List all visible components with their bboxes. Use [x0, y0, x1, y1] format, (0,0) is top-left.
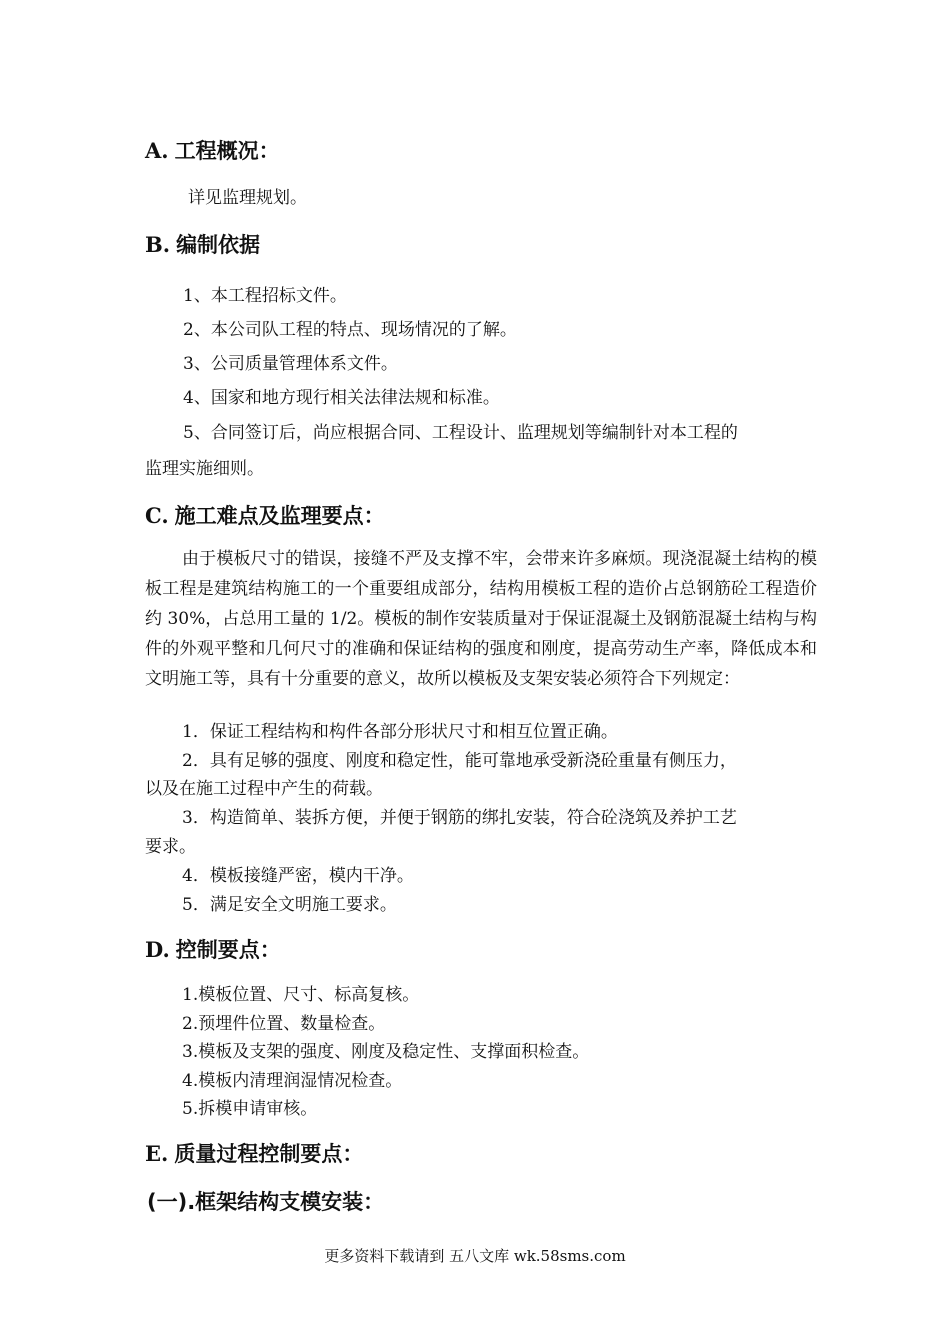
list-item: 5．满足安全文明施工要求。	[182, 895, 397, 915]
section-b-heading	[145, 231, 260, 259]
list-item-continuation: 要求。	[145, 837, 196, 857]
section-c-letter: C.	[145, 503, 169, 528]
section-d-title: 控制要点：	[175, 938, 281, 962]
list-item: 2．具有足够的强度、刚度和稳定性，能可靠地承受新浇砼重量有侧压力，	[182, 751, 737, 771]
list-item: 1.模板位置、尺寸、标高复核。	[182, 985, 420, 1005]
section-e-title: 质量过程控制要点：	[174, 1142, 364, 1166]
section-b-title: 编制依据	[176, 233, 261, 257]
list-item-continuation: 以及在施工过程中产生的荷载。	[145, 779, 383, 799]
section-b-letter: B.	[145, 232, 171, 257]
section-a-text: 详见监理规划。	[188, 188, 307, 208]
section-a-title: 工程概况：	[174, 139, 280, 163]
list-item: 2.预埋件位置、数量检查。	[182, 1014, 386, 1034]
section-c-paragraph: 由于模板尺寸的错误，接缝不严及支撑不牢，会带来许多麻烦。现浇混凝土结构的模板工程是建筑结构施工的一个重要组成部分，结构用模板工程的造价占总钢筋砼工程造价约 30%，占总用工量的 1/2。模板的制作安装质量对于保证混凝土及钢筋混凝土结构与构件的外观平整和几何尺寸的准确和保证结构的强度和刚度，提高劳动生产率，降低成本和文明施工等，具有十分重要的意义，故所以模板及支架安装必须符合下列规定：	[145, 549, 817, 689]
list-item: 5.拆模申请审核。	[182, 1099, 318, 1119]
section-c-heading	[145, 502, 385, 530]
list-item: 3、公司质量管理体系文件。	[183, 354, 398, 374]
section-d-letter: D.	[145, 937, 170, 962]
list-item: 3.模板及支架的强度、刚度及稳定性、支撑面积检查。	[182, 1042, 590, 1062]
section-d-heading	[145, 936, 281, 964]
footer-text: 更多资料下载请到 五八文库 wk.58sms.com	[324, 1247, 626, 1265]
list-item: 5、合同签订后，尚应根据合同、工程设计、监理规划等编制针对本工程的	[183, 423, 738, 443]
list-item: 1、本工程招标文件。	[183, 286, 347, 306]
list-item: 1．保证工程结构和构件各部分形状尺寸和相互位置正确。	[182, 722, 618, 742]
section-e-subheading: (一).框架结构支模安装：	[147, 1190, 385, 1214]
list-item: 2、本公司队工程的特点、现场情况的了解。	[183, 320, 517, 340]
list-item-continuation: 监理实施细则。	[145, 459, 264, 479]
section-c-title: 施工难点及监理要点：	[174, 504, 385, 528]
list-item: 4.模板内清理润湿情况检查。	[182, 1071, 403, 1091]
section-a-heading	[145, 137, 280, 165]
section-e-letter: E.	[145, 1141, 169, 1166]
list-item: 3．构造简单、装拆方便，并便于钢筋的绑扎安装，符合砼浇筑及养护工艺	[182, 808, 737, 828]
list-item: 4．模板接缝严密，模内干净。	[182, 866, 414, 886]
list-item: 4、国家和地方现行相关法律法规和标准。	[183, 388, 500, 408]
section-e-heading	[145, 1140, 363, 1168]
section-a-letter: A.	[145, 138, 169, 163]
